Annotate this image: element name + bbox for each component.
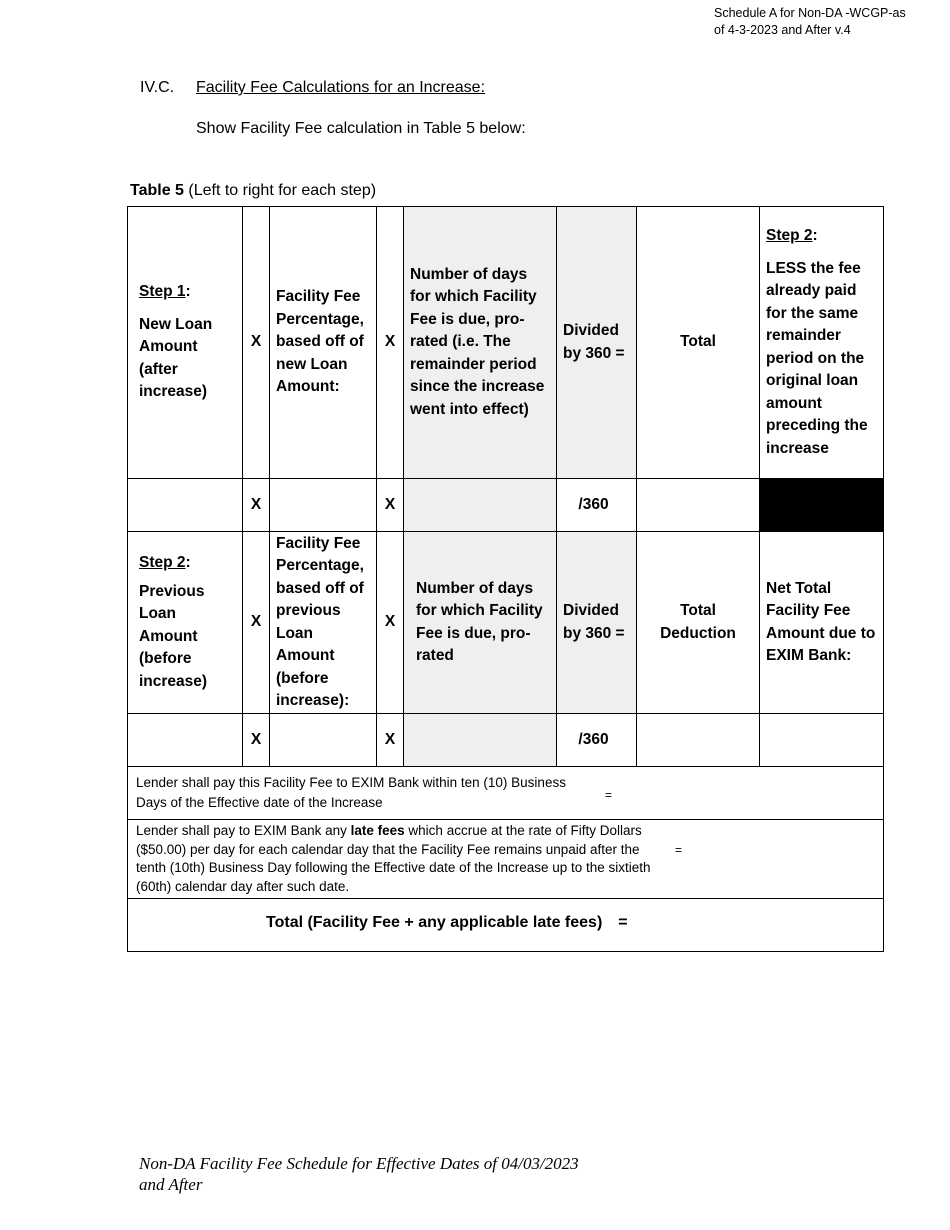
step1-divisor-cell: /360 <box>557 479 637 532</box>
table-caption-label: Table 5 <box>130 182 184 199</box>
step2-loan-header <box>128 532 243 714</box>
step2-less-text: LESS the fee already paid for the same remainder period on the original loan amount preceding the increase <box>766 259 868 457</box>
step2-multiply-sign-2: X <box>377 532 404 714</box>
step1-loan-header <box>128 207 243 479</box>
step1-multiply-sign-2: X <box>377 207 404 479</box>
section-number: IV.C. <box>140 79 175 96</box>
step2-colon: : <box>185 554 191 571</box>
late-fee-row <box>128 820 884 899</box>
step2-percentage-cell[interactable] <box>270 714 377 767</box>
step2-days-cell[interactable] <box>404 714 557 767</box>
step1-input-multiply-1: X <box>243 479 270 532</box>
late-fee-text-pre: Lender shall pay to EXIM Bank any <box>136 823 351 838</box>
document-header <box>714 5 906 39</box>
step1-days-cell[interactable] <box>404 479 557 532</box>
step2-total-deduction-cell[interactable] <box>637 714 760 767</box>
step2-loan-label: Previous Loan Amount (before increase) <box>139 582 208 690</box>
step1-days-header: Number of days for which Facility Fee is due, pro-rated (i.e. The remainder period since the increase went into effect) <box>404 207 557 479</box>
step1-colon: : <box>185 283 191 301</box>
step1-total-cell[interactable] <box>637 479 760 532</box>
step2-less-colon: : <box>812 227 818 244</box>
facility-fee-table <box>127 206 884 952</box>
payment-row <box>128 767 884 820</box>
late-fee-equals-sign: = <box>675 843 683 857</box>
step1-multiply-sign-1: X <box>243 207 270 479</box>
step2-input-multiply-2: X <box>377 714 404 767</box>
section-heading <box>140 79 486 97</box>
step2-input-multiply-1: X <box>243 714 270 767</box>
late-fee-text-post: which accrue at the rate of Fifty Dollars ($50.00) per day for each calendar day that the Facility Fee remains unpaid after the tenth (10th) Business Day following the Effective date of the Increase up to the sixtieth (60th) calendar day after such date. <box>136 823 651 894</box>
step2-divisor-cell: /360 <box>557 714 637 767</box>
step1-divide-header: Divided by 360 = <box>557 207 637 479</box>
payment-terms-line-1: Lender shall pay this Facility Fee to EXIM Bank within ten (10) Business <box>136 775 566 790</box>
step2-days-header: Number of days for which Facility Fee is due, pro-rated <box>404 532 557 714</box>
footer-line-2: and After <box>139 1175 203 1194</box>
step1-percentage-cell[interactable] <box>270 479 377 532</box>
header-line-1: Schedule A for Non-DA -WCGP-as <box>714 6 906 20</box>
payment-equals-sign: = <box>605 788 613 802</box>
step1-loan-amount-cell[interactable] <box>128 479 243 532</box>
step2-header-row <box>128 532 884 714</box>
step1-label: Step 1 <box>139 283 186 301</box>
table-caption-note: (Left to right for each step) <box>183 182 377 199</box>
payment-terms-cell <box>128 767 884 820</box>
section-title: Facility Fee Calculations for an Increase: <box>196 79 486 96</box>
step2-less-header <box>760 207 884 479</box>
step2-loan-amount-cell[interactable] <box>128 714 243 767</box>
step1-input-multiply-2: X <box>377 479 404 532</box>
step2-divide-header: Divided by 360 = <box>557 532 637 714</box>
step1-percentage-header: Facility Fee Percentage, based off of new Loan Amount: <box>270 207 377 479</box>
grand-total-label: Total (Facility Fee + any applicable late fees) <box>266 914 603 931</box>
late-fee-text <box>136 822 666 896</box>
grand-total-cell <box>128 899 884 952</box>
step2-less-label: Step 2 <box>766 227 813 244</box>
step1-loan-label: New Loan Amount (after increase) <box>139 315 213 401</box>
payment-terms-line-2: Days of the Effective date of the Increase <box>136 795 383 810</box>
net-total-cell[interactable] <box>760 714 884 767</box>
step2-input-row <box>128 714 884 767</box>
section-instruction: Show Facility Fee calculation in Table 5 below: <box>196 120 526 137</box>
grand-total-label-wrap <box>266 912 628 935</box>
net-total-header: Net Total Facility Fee Amount due to EXIM Bank: <box>760 532 884 714</box>
step2-percentage-header: Facility Fee Percentage, based off of previous Loan Amount (before increase): <box>270 532 377 714</box>
late-fee-cell <box>128 820 884 899</box>
step1-total-header: Total <box>637 207 760 479</box>
step2-total-deduction-header: Total Deduction <box>637 532 760 714</box>
header-line-2: of 4-3-2023 and After v.4 <box>714 23 851 37</box>
grand-total-equals-sign: = <box>618 914 628 931</box>
table-caption <box>130 182 376 200</box>
step1-header-row <box>128 207 884 479</box>
grand-total-row <box>128 899 884 952</box>
step2-multiply-sign-1: X <box>243 532 270 714</box>
document-footer <box>139 1153 639 1195</box>
blacked-out-cell <box>760 479 884 532</box>
late-fee-text-bold: late fees <box>350 823 405 838</box>
footer-line-1: Non-DA Facility Fee Schedule for Effective Dates of 04/03/2023 <box>139 1154 579 1173</box>
step1-input-row <box>128 479 884 532</box>
step2-label: Step 2 <box>139 554 186 571</box>
